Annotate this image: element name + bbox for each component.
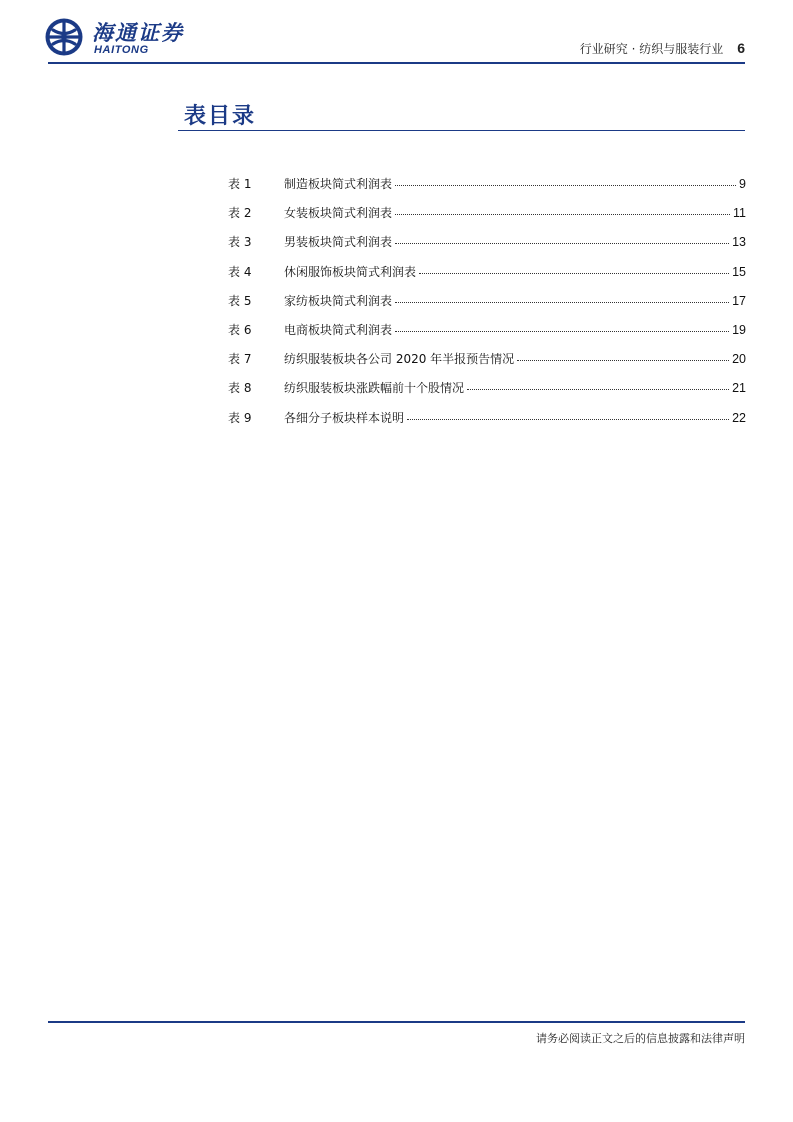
toc-entry[interactable] (228, 379, 746, 408)
header-info (580, 40, 745, 57)
toc-entry[interactable] (228, 175, 746, 204)
toc-entry[interactable] (228, 350, 746, 379)
toc-entry-title: 各细分子板块样本说明 (284, 410, 405, 425)
footer-disclaimer: 请务必阅读正文之后的信息披露和法律声明 (536, 1032, 745, 1045)
toc-entry[interactable] (228, 263, 746, 292)
toc-dot-leader (395, 301, 729, 303)
table-of-contents (228, 175, 746, 438)
toc-entry[interactable] (228, 204, 746, 233)
toc-entry-page: 9 (739, 177, 746, 191)
toc-entry-label: 表 1 (228, 177, 252, 191)
toc-entry-page: 17 (732, 293, 746, 308)
toc-entry[interactable] (228, 292, 746, 321)
toc-entry-page: 22 (732, 410, 746, 425)
toc-entry-title: 休闲服饰板块简式利润表 (284, 264, 417, 279)
toc-entry-title: 家纺板块简式利润表 (284, 293, 393, 308)
toc-entry-page: 21 (732, 381, 746, 396)
toc-entry-title: 男装板块简式利润表 (284, 235, 393, 250)
toc-entry[interactable] (228, 409, 746, 438)
footer-divider (48, 1021, 745, 1023)
toc-dot-leader (517, 359, 729, 361)
toc-entry-label: 表 6 (228, 322, 252, 337)
header-divider (48, 62, 745, 64)
toc-entry-title: 纺织服装板块各公司 2020 年半报预告情况 (284, 352, 515, 367)
toc-entry-page: 15 (732, 264, 746, 279)
toc-entry-title: 电商板块简式利润表 (284, 322, 393, 337)
toc-entry-label: 表 4 (228, 264, 252, 279)
toc-entry-label: 表 8 (228, 381, 252, 396)
toc-dot-leader (395, 330, 729, 332)
toc-entry[interactable] (228, 321, 746, 350)
toc-entry[interactable] (228, 233, 746, 262)
page-number: 6 (737, 40, 745, 56)
haitong-logo-icon (44, 17, 84, 57)
brand-name-cn: 海通证券 (92, 20, 184, 45)
toc-entry-page: 20 (732, 352, 746, 367)
header-category: 行业研究 · 纺织与服装行业 (579, 42, 724, 56)
toc-dot-leader (395, 184, 736, 186)
toc-entry-label: 表 9 (228, 410, 252, 425)
toc-entry-label: 表 5 (228, 293, 252, 308)
toc-entry-page: 11 (733, 206, 746, 221)
toc-dot-leader (419, 272, 729, 274)
section-title: 表目录 (184, 103, 257, 129)
toc-entry-title: 纺织服装板块涨跌幅前十个股情况 (284, 381, 465, 396)
brand-logo (44, 16, 204, 60)
brand-name-en: HAITONG (94, 44, 149, 56)
toc-entry-title: 制造板块简式利润表 (284, 177, 393, 191)
toc-dot-leader (395, 242, 729, 244)
title-divider (178, 130, 745, 131)
toc-entry-label: 表 2 (228, 206, 252, 221)
toc-dot-leader (407, 418, 729, 420)
toc-entry-label: 表 3 (228, 235, 252, 250)
toc-dot-leader (467, 388, 729, 390)
toc-entry-label: 表 7 (228, 352, 252, 367)
toc-entry-page: 13 (732, 235, 746, 250)
toc-entry-title: 女装板块简式利润表 (284, 206, 393, 221)
toc-entry-page: 19 (732, 322, 746, 337)
toc-dot-leader (395, 213, 730, 215)
